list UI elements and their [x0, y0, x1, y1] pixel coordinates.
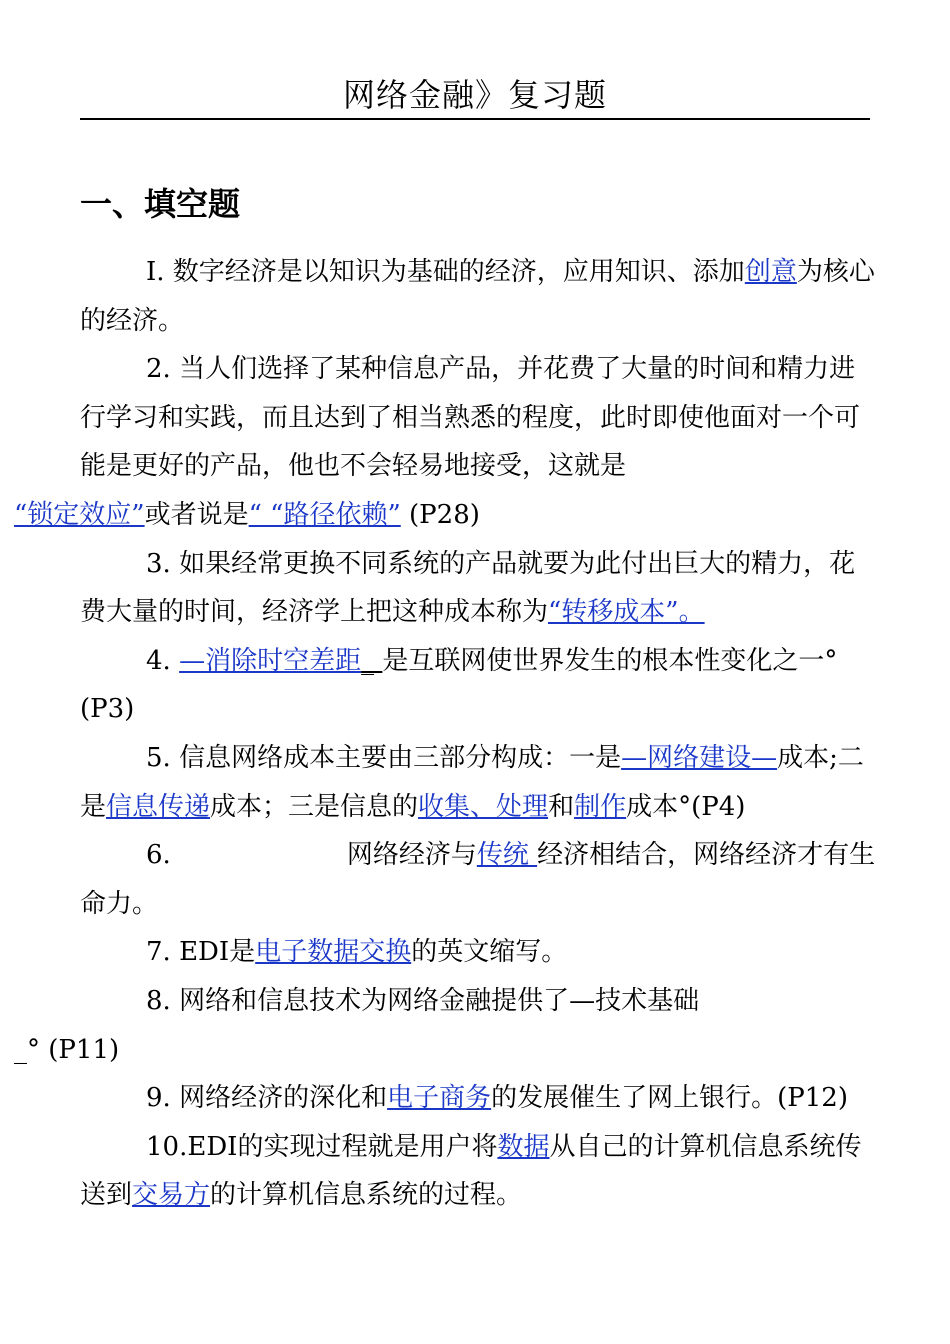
question-text: 数字经济是以知识为基础的经济，应用知识、添加: [164, 257, 745, 287]
question-list: [14, 248, 880, 1220]
answer-blank: 数据: [497, 1131, 550, 1162]
answer-blank: —消除时空差距: [179, 645, 362, 676]
question-text: 信息网络成本主要由三部分构成：一是: [170, 742, 622, 773]
question-number: I.: [146, 257, 165, 287]
question-number: 7.: [146, 937, 171, 968]
question-text: 的计算机信息系统的过程。: [210, 1180, 523, 1211]
question-10: [80, 1123, 880, 1220]
answer-blank: 电子数据交换: [255, 937, 412, 968]
answer-blank: 交易方: [132, 1180, 211, 1211]
question-7: [80, 928, 880, 977]
question-text: 和: [548, 791, 575, 822]
question-text: EDI是: [170, 937, 256, 968]
answer-blank-trailing: _: [361, 645, 383, 676]
question-number: 8.: [146, 985, 171, 1016]
answer-blank: 传统: [476, 840, 538, 871]
question-number: 5.: [146, 742, 171, 773]
answer-blank: “锁定效应”: [14, 499, 145, 530]
question-number: 10.: [146, 1131, 188, 1162]
question-text: _° (P11): [14, 1034, 120, 1065]
question-3: [80, 540, 880, 637]
document-title: 网络金融》复习题: [80, 72, 870, 120]
question-text: 网络和信息技术为网络金融提供了—技术基础: [170, 985, 700, 1016]
question-2: [14, 345, 880, 539]
question-text: (P28): [400, 499, 480, 530]
question-text: [171, 646, 179, 676]
question-text: 的英文缩写。: [411, 937, 568, 968]
question-number: 6.: [146, 840, 171, 871]
question-text: 网络经济的深化和: [170, 1083, 388, 1114]
question-number: 9.: [146, 1083, 171, 1114]
question-number: 3.: [146, 548, 171, 579]
question-number: 2.: [146, 354, 171, 385]
question-8: [14, 977, 880, 1074]
question-text: EDI的实现过程就是用户将: [187, 1131, 498, 1162]
question-text: 从自己的计算机信息系统传送到: [80, 1131, 862, 1211]
question-6: [80, 831, 880, 928]
answer-blank: 收集、处理: [418, 791, 549, 822]
question-text: 如果经常更换不同系统的产品就要为此付出巨大的精力，花费大量的时间，经济学上把这种成本称为: [80, 548, 856, 628]
question-text: 成本；三是信息的: [210, 791, 419, 822]
question-4: [80, 637, 880, 734]
question-text: 或者说是: [144, 499, 249, 530]
question-5: [80, 734, 880, 831]
answer-blank: 创意: [744, 257, 797, 287]
answer-blank: “ “路径依赖”: [248, 499, 401, 530]
question-number: 4.: [146, 645, 171, 676]
answer-blank: —网络建设—: [621, 742, 778, 773]
answer-blank: 信息传递: [106, 791, 211, 822]
question-text: 网络经济与: [346, 840, 477, 871]
question-text: 成本;二是: [80, 742, 864, 822]
question-text: 成本°(P4): [626, 791, 746, 822]
question-text: 是互联网使世界发生的根本性变化之一°(P3): [80, 645, 838, 725]
answer-blank: 电子商务: [387, 1083, 492, 1114]
answer-blank: 制作: [574, 791, 627, 822]
answer-blank: “转移成本”。: [548, 597, 705, 628]
question-text: 的发展催生了网上银行。(P12): [491, 1083, 848, 1114]
question-text: 当人们选择了某种信息产品，并花费了大量的时间和精力进行学习和实践，而且达到了相当熟悉的程度，此时即使他面对一个可能是更好的产品，他也不会轻易地接受，这就是: [80, 354, 861, 482]
question-9: [80, 1074, 880, 1123]
question-1: [80, 248, 880, 345]
question-text: 经济相结合，网络经济才有生命力。: [80, 840, 876, 919]
question-text: 为核心的经济。: [80, 257, 875, 336]
section-heading: 一、填空题: [80, 185, 241, 223]
